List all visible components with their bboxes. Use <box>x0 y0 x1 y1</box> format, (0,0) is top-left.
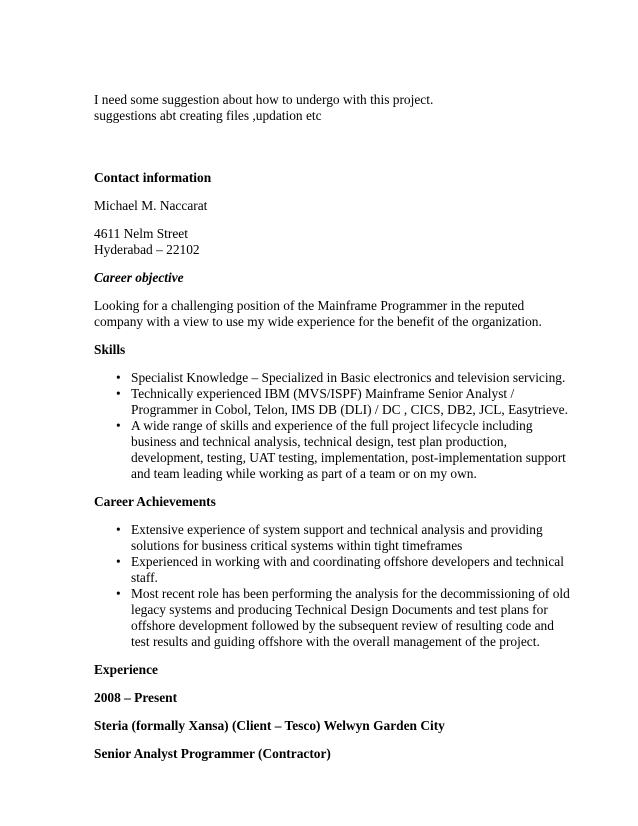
contact-heading: Contact information <box>94 170 212 185</box>
bullet-icon: • <box>116 586 121 601</box>
achievements-section <box>94 494 570 650</box>
list-item: • Technically experienced IBM (MVS/ISPF) Mainframe Senior Analyst / Programmer in Cobol, Telon, IMS DB (DLI) / DC , CICS, DB2, JCL, Easytrieve. <box>116 386 568 417</box>
intro-line: I need some suggestion about how to undergo with this project. <box>94 92 434 107</box>
skills-section <box>94 342 568 482</box>
objective-text: Looking for a challenging position of the Mainframe Programmer in the reputed <box>94 298 525 313</box>
experience-section <box>94 662 564 762</box>
contact-section <box>94 170 564 258</box>
experience-employer: Steria (formally Xansa) (Client – Tesco) Welwyn Garden City <box>94 718 445 733</box>
intro-line: suggestions abt creating files ,updation etc <box>94 108 322 123</box>
objective-text: company with a view to use my wide experience for the benefit of the organization. <box>94 314 542 329</box>
achievements-list <box>94 522 570 650</box>
bullet-icon: • <box>116 554 121 569</box>
objective-section <box>94 270 564 330</box>
list-item: • Specialist Knowledge – Specialized in Basic electronics and television servicing. <box>116 370 566 385</box>
bullet-icon: • <box>116 370 121 385</box>
achievements-heading: Career Achievements <box>94 494 216 509</box>
bullet-icon: • <box>116 522 121 537</box>
bullet-icon: • <box>116 418 121 433</box>
objective-heading: Career objective <box>94 270 184 285</box>
experience-heading: Experience <box>94 662 158 677</box>
list-item: • A wide range of skills and experience of the full project lifecycle including business and technical analysis, technical design, test plan production, development, testing, UAT testing, implementation, post-implementation support and team leading while working as part of a team or on my own. <box>116 418 566 481</box>
skills-list <box>94 370 568 482</box>
experience-role: Senior Analyst Programmer (Contractor) <box>94 746 331 761</box>
intro-block <box>94 92 564 124</box>
contact-name: Michael M. Naccarat <box>94 198 208 213</box>
address-line: Hyderabad – 22102 <box>94 242 200 257</box>
list-item: • Most recent role has been performing the analysis for the decommissioning of old legacy systems and producing Technical Design Documents and test plans for offshore development followed by the subsequent review of resulting code and test results and guiding offshore with the overall management of the project. <box>116 586 570 649</box>
address-line: 4611 Nelm Street <box>94 226 188 241</box>
resume-document <box>94 92 570 762</box>
skills-heading: Skills <box>94 342 126 357</box>
list-item: • Extensive experience of system support and technical analysis and providing solutions for business critical systems within tight timeframes <box>116 522 543 553</box>
list-item: • Experienced in working with and coordinating offshore developers and technical staff. <box>116 554 564 585</box>
experience-period: 2008 – Present <box>94 690 178 705</box>
bullet-icon: • <box>116 386 121 401</box>
